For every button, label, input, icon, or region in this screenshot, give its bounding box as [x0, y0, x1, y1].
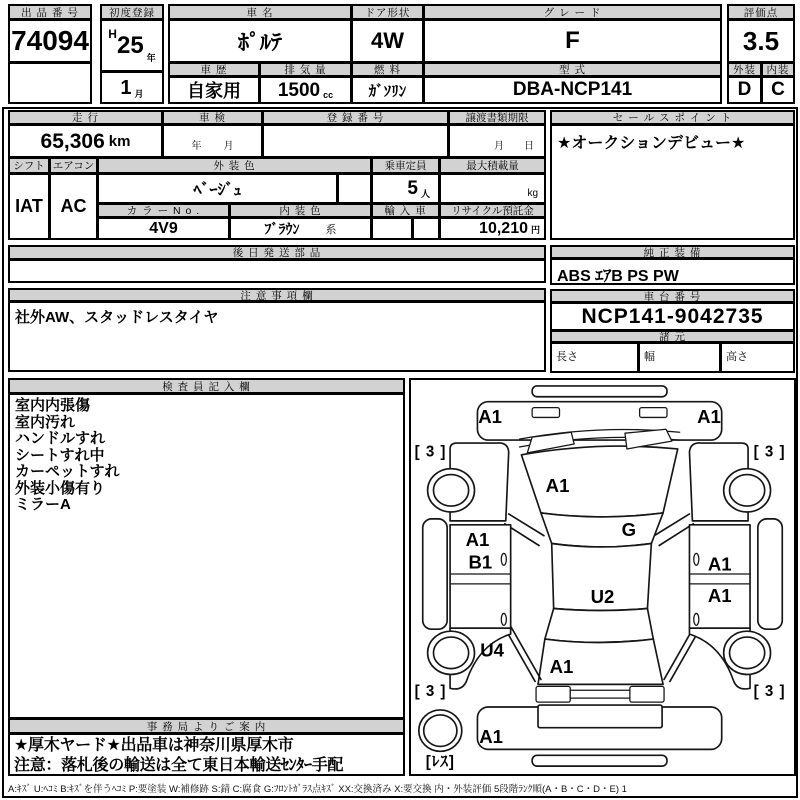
damage-marker-rear-right-door: A1 [707, 585, 732, 607]
lot-no-value: 74094 [8, 19, 92, 63]
inspector-note-line: 室内内張傷 [15, 397, 91, 414]
inspector-notes-box [8, 393, 405, 719]
damage-marker-rear-hatch: A1 [549, 656, 574, 678]
max-load-unit: kg [527, 188, 538, 199]
damage-marker-tread-front-left: [ 3 ] [414, 443, 447, 461]
dimension-length-cell: 長さ [550, 342, 639, 373]
wheel-front-left [428, 469, 475, 512]
damage-marker-rear-bumper: A1 [479, 726, 503, 748]
side-step-left [423, 519, 447, 629]
damage-marker-front-left-door-dent: B1 [468, 551, 493, 573]
damage-marker-tread-front-right: [ 3 ] [753, 443, 786, 461]
inspector-notes-header: 検 査 員 記 入 欄 [8, 378, 405, 394]
lot-no-empty-box [8, 62, 92, 104]
displacement-value [259, 76, 352, 104]
import-car-box-a [371, 217, 413, 240]
damage-marker-tread-rear-left: [ 3 ] [414, 682, 447, 700]
car-top-view [411, 380, 794, 774]
office-notice-line: 注意：落札後の輸送は全て東日本輸送ｾﾝﾀｰ手配 [14, 757, 344, 774]
reg-month: 1 [120, 76, 132, 99]
front-bumper [477, 402, 721, 440]
dimension-width-cell: 幅 [638, 342, 721, 373]
side-step-right [758, 519, 782, 629]
recycle-deposit-value [439, 217, 546, 240]
max-load-header: 最大積載量 [439, 157, 546, 174]
damage-marker-rear-left-quarter: U4 [480, 639, 504, 661]
registration-no-value [262, 124, 449, 158]
inspector-note-line: 室内汚れ [15, 413, 76, 431]
tail-bar [570, 690, 630, 698]
transfer-deadline-header: 譲渡書類期限 [448, 110, 546, 125]
mileage-header: 走 行 [8, 110, 163, 125]
dimensions-header: 諸 元 [550, 330, 795, 343]
displacement-unit: cc [323, 90, 334, 100]
car-history-header: 車 歴 [168, 62, 260, 77]
mileage-unit: km [108, 132, 131, 150]
fuel-value: ｶﾞｿﾘﾝ [351, 76, 424, 104]
interior-color-header: 内 装 色 [229, 203, 372, 218]
reg-year-unit: 年 [146, 53, 156, 63]
damage-marker-front-bumper-left: A1 [478, 405, 502, 427]
transfer-day-unit: 日 [524, 141, 534, 152]
capacity-header: 乗車定員 [371, 157, 440, 174]
score-header: 評価点 [727, 4, 795, 20]
fuel-header: 燃 料 [351, 62, 424, 77]
inspector-note-line: 外装小傷有り [15, 479, 106, 497]
transfer-month-unit: 月 [494, 141, 504, 152]
interior-color-name: ﾌﾞﾗｳﾝ [264, 220, 300, 237]
first-registration-month [100, 71, 164, 104]
shift-header: シフト [8, 157, 50, 174]
chassis-no-value: NCP141-9042735 [550, 302, 795, 331]
door-block-right [689, 525, 750, 628]
headlight-right [640, 408, 667, 418]
door-handle-rl [501, 613, 506, 625]
grade-header: グ レ ー ド [423, 4, 722, 20]
mileage-number: 65,306 [40, 129, 105, 153]
capacity-unit: 人 [420, 189, 430, 199]
inspector-note-line: ミラーA [15, 496, 71, 513]
displacement-number: 1500 [277, 79, 321, 101]
dimension-height-cell: 高さ [720, 342, 795, 373]
legend-line: A:ｷｽﾞ U:ﾍｺﾐ B:ｷｽﾞを伴うﾍｺﾐ P:要塗装 W:補修跡 S:錆 C:腐食 G:ﾌﾛﾝﾄｶﾞﾗｽ点ｷｽﾞ XX:交換済み X:要交換 内・外装評価 5段階ﾗﾝｸ順(A・B・C・D・E) 1 [8, 784, 627, 795]
exterior-color-code-box [337, 173, 372, 204]
car-history-value: 自家用 [168, 76, 260, 104]
wheel-rear-left [428, 631, 475, 674]
recycle-deposit-header: リサイクル預託金 [439, 203, 546, 218]
later-parts-box [8, 259, 546, 283]
max-load-value [439, 173, 546, 204]
chassis-no-header: 車 台 番 号 [550, 289, 795, 303]
office-notice-box [8, 733, 405, 776]
office-notice-line: ★厚木ヤード★出品車は神奈川県厚木市 [14, 737, 294, 754]
inspector-note-line: シートすれ中 [15, 446, 105, 464]
door-shape-header: ドア形状 [351, 4, 424, 20]
damage-marker-spare-tire: [ﾚｽ] [425, 753, 455, 771]
headlight-left [532, 408, 559, 418]
import-car-box-b [412, 217, 440, 240]
later-parts-header: 後 日 発 送 部 品 [8, 245, 546, 260]
notes-header: 注 意 事 項 欄 [8, 288, 546, 302]
recycle-number: 10,210 [479, 219, 528, 237]
damage-marker-front-right-door: A1 [707, 553, 732, 575]
tail-light-left [536, 686, 570, 702]
rear-window [545, 609, 653, 643]
office-notice-header: 事 務 局 よ り ご 案 内 [8, 718, 405, 734]
front-strip [532, 386, 667, 397]
capacity-number: 5 [407, 178, 418, 199]
first-registration-year [100, 19, 164, 72]
displacement-header: 排 気 量 [259, 62, 352, 77]
shaken-month-unit: 月 [223, 141, 234, 152]
sales-point-header: セ ー ル ス ポ イ ン ト [550, 110, 795, 125]
car-name-header: 車 名 [168, 4, 352, 20]
era-code: H [108, 27, 117, 41]
door-handle-rr [694, 613, 699, 625]
damage-diagram [409, 378, 796, 776]
interior-color-suffix: 系 [325, 223, 337, 236]
notes-value: 社外AW、スタッドレスタイヤ [8, 301, 546, 372]
exterior-color-value: ﾍﾞｰｼﾞｭ [97, 173, 338, 204]
door-shape-value: 4W [351, 19, 424, 63]
import-car-header: 輸 入 車 [371, 203, 440, 218]
damage-marker-front-glass: G [621, 519, 637, 541]
aircon-value: AC [49, 173, 98, 240]
exterior-grade-value: D [727, 76, 762, 104]
spare-tire-shape [419, 710, 462, 751]
oem-equipment-header: 純 正 装 備 [550, 245, 795, 259]
registration-no-header: 登 録 番 号 [262, 110, 449, 125]
lot-no-header: 出 品 番 号 [8, 4, 92, 20]
interior-grade-header: 内装 [761, 62, 795, 77]
door-handle-fr [694, 553, 699, 565]
damage-marker-tread-rear-right: [ 3 ] [753, 682, 786, 700]
inspector-note-line: カーペットすれ [15, 463, 120, 480]
windshield [541, 513, 663, 547]
wheel-rear-right [724, 631, 771, 674]
mileage-value [8, 124, 163, 158]
transfer-deadline-value [448, 124, 546, 158]
sales-point-value: ★オークションデビュー★ [550, 124, 795, 240]
damage-marker-front-bumper-right: A1 [697, 405, 721, 427]
aircon-header: エアコン [49, 157, 98, 174]
tail-light-right [630, 686, 664, 702]
color-no-header: カ ラ ー N o . [97, 203, 230, 218]
oem-equipment-value: ABS ｴｱB PS PW [550, 258, 795, 285]
shaken-year-unit: 年 [191, 141, 202, 152]
interior-color-value [229, 217, 372, 240]
shift-value: IAT [8, 173, 50, 240]
wheel-front-right [724, 469, 771, 512]
model-code-value: DBA-NCP141 [423, 76, 722, 104]
shaken-value [162, 124, 263, 158]
color-no-value: 4V9 [97, 217, 230, 240]
exterior-grade-header: 外装 [727, 62, 762, 77]
inspector-note-line: ハンドルすれ [15, 430, 106, 447]
shaken-header: 車 検 [162, 110, 263, 125]
door-handle-fl [501, 553, 506, 565]
model-code-header: 型 式 [423, 62, 722, 77]
grade-value: F [423, 19, 722, 63]
score-value: 3.5 [727, 19, 795, 63]
damage-marker-roof: U2 [590, 586, 615, 608]
damage-marker-hood: A1 [545, 474, 570, 496]
exterior-color-header: 外 装 色 [97, 157, 372, 174]
hatch-panel [538, 705, 662, 728]
car-name-value: ﾎﾟﾙﾃ [168, 19, 352, 63]
rear-strip [532, 755, 667, 766]
interior-grade-value: C [761, 76, 795, 104]
reg-month-unit: 月 [134, 89, 144, 99]
damage-marker-front-left-door: A1 [465, 529, 490, 551]
capacity-value [371, 173, 440, 204]
reg-year: 25 [116, 31, 144, 59]
recycle-unit: 円 [530, 225, 540, 235]
first-registration-header: 初度登録 [100, 4, 164, 20]
